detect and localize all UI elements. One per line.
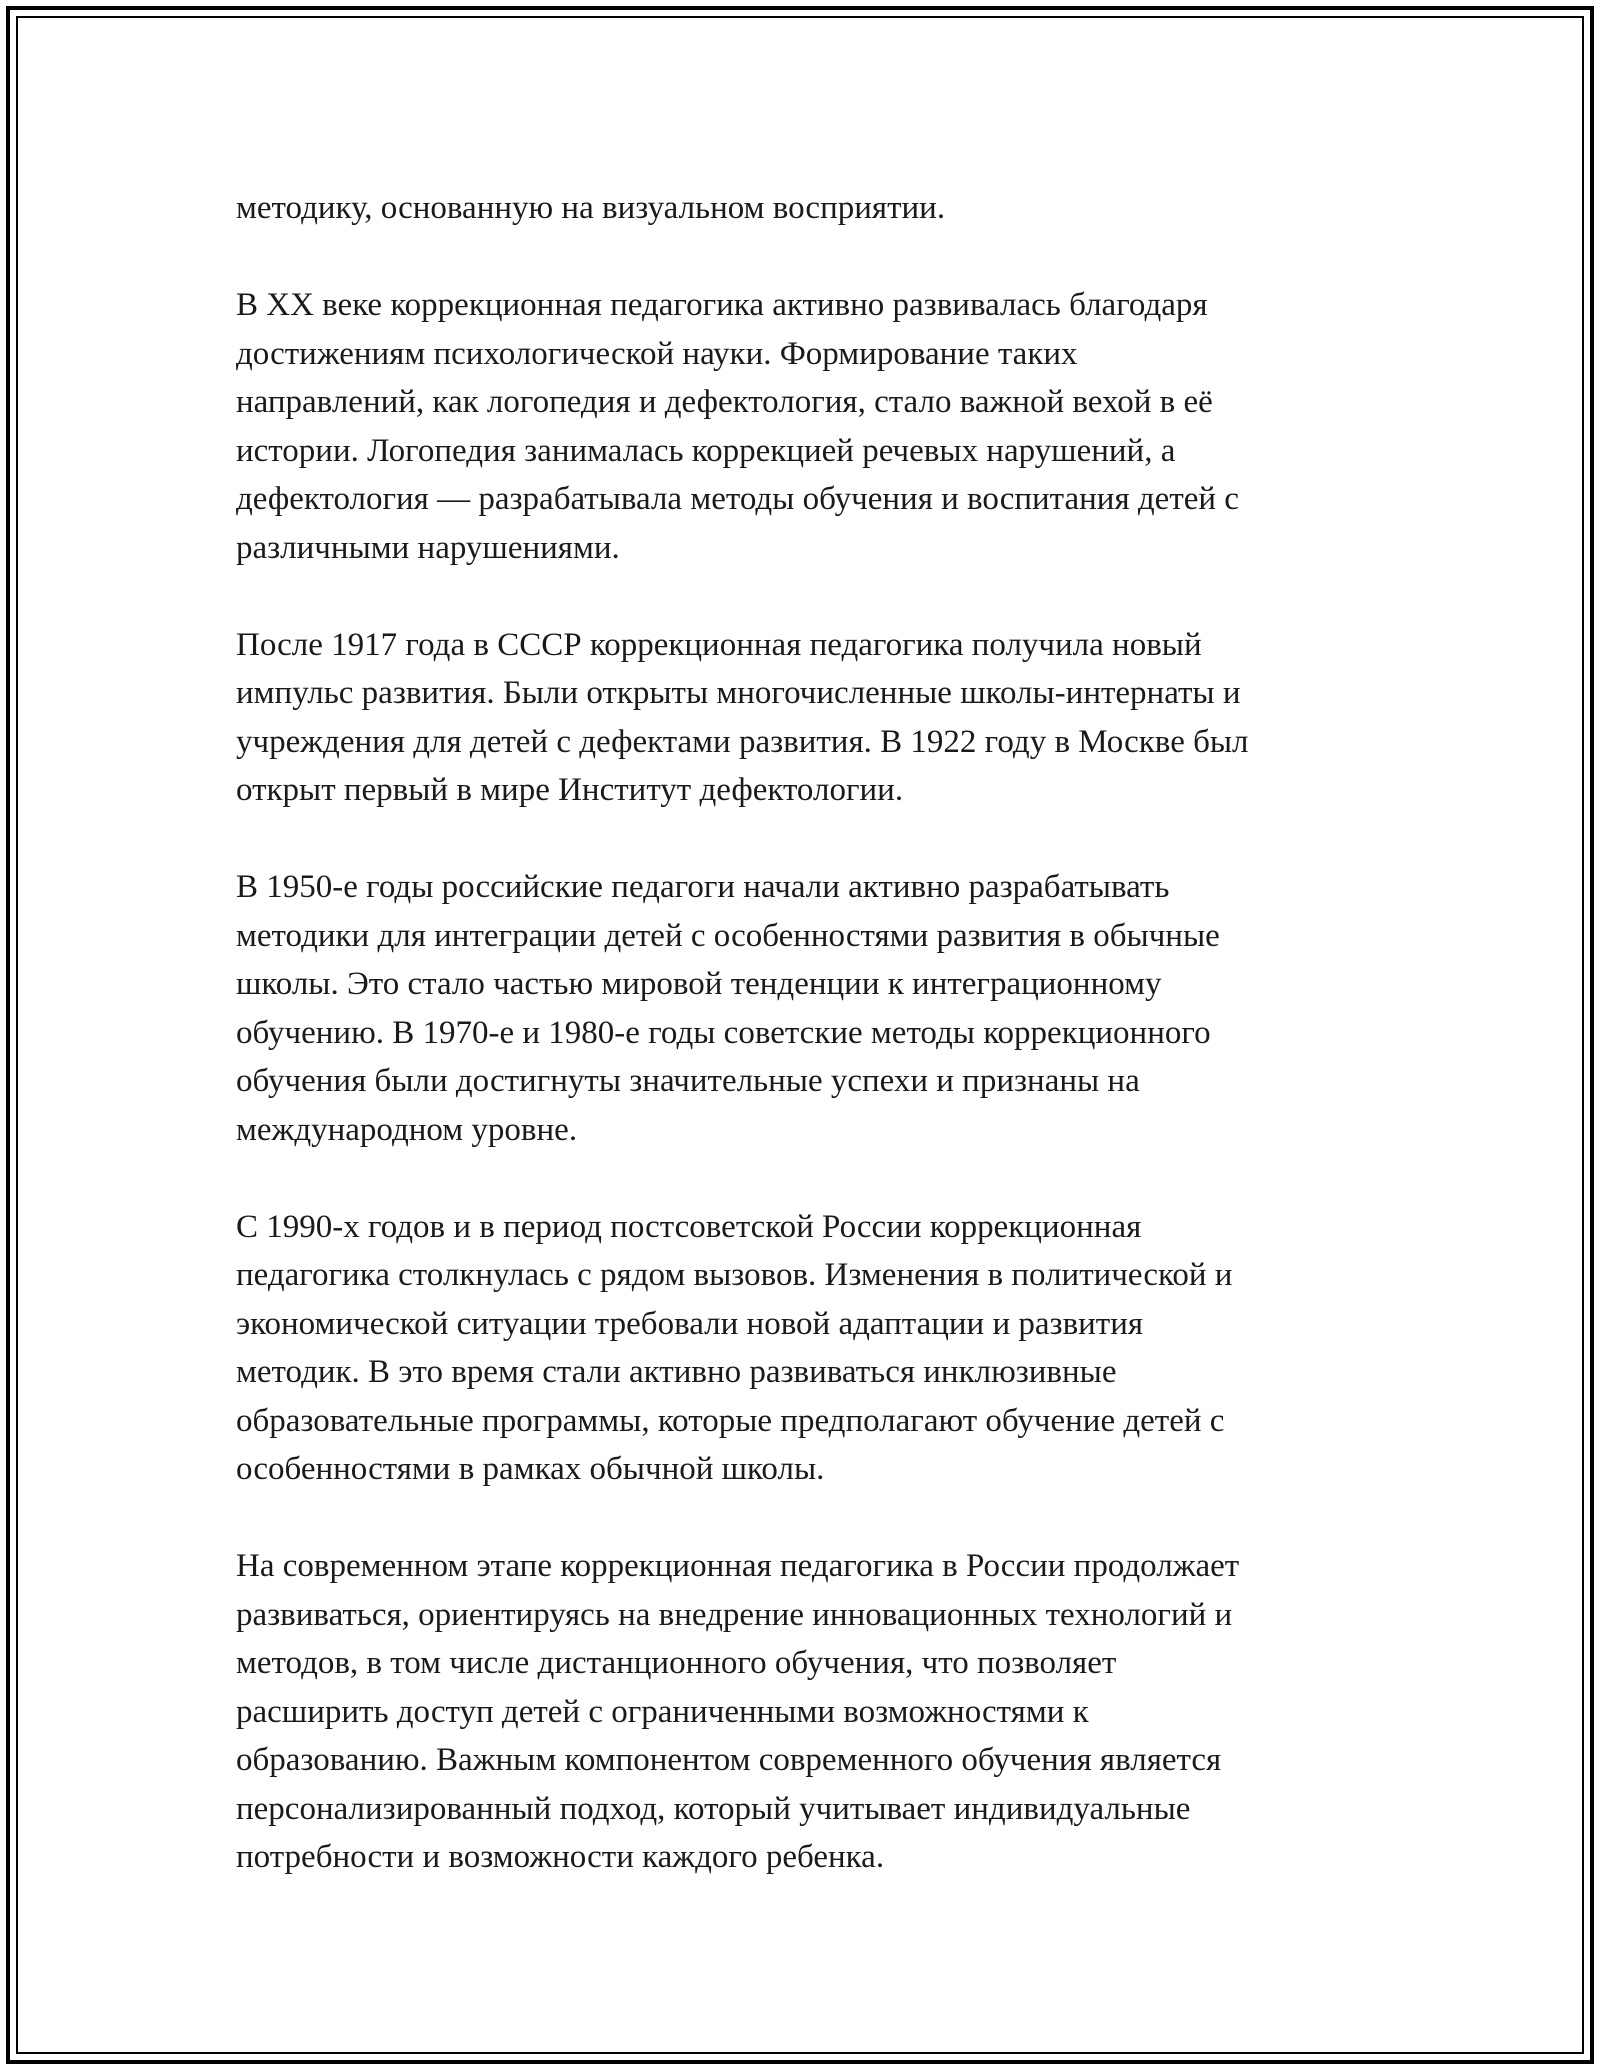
paragraph <box>236 621 1396 815</box>
paragraph <box>236 1542 1396 1882</box>
text-line: учреждения для детей с дефектами развития. В 1922 году в Москве был <box>236 723 1249 760</box>
text-line: экономической ситуации требовали новой адаптации и развития <box>236 1305 1144 1342</box>
text-line: персонализированный подход, который учитывает индивидуальные <box>236 1790 1191 1827</box>
text-line: обучению. В 1970-е и 1980-е годы советские методы коррекционного <box>236 1014 1211 1051</box>
text-line: образовательные программы, которые предполагают обучение детей с <box>236 1402 1225 1439</box>
text-line: методик. В это время стали активно развиваться инклюзивные <box>236 1354 1117 1390</box>
text-line: достижениям психологической науки. Формирование таких <box>236 335 1078 372</box>
text-line: В 1950-е годы российские педагоги начали активно разрабатывать <box>236 869 1170 905</box>
text-line: В XX веке коррекционная педагогика активно развивалась благодаря <box>236 287 1208 323</box>
text-line: методику, основанную на визуальном восприятии. <box>236 190 946 226</box>
paragraph <box>236 863 1396 1154</box>
text-line: открыт первый в мире Институт дефектологии. <box>236 772 904 808</box>
text-line: импульс развития. Были открыты многочисленные школы-интернаты и <box>236 675 1241 711</box>
text-line: школы. Это стало частью мировой тенденции к интеграционному <box>236 966 1162 1002</box>
text-line: международном уровне. <box>236 1111 578 1148</box>
text-line: различными нарушениями. <box>236 529 620 566</box>
paragraph <box>236 1203 1396 1494</box>
text-line: истории. Логопедия занималась коррекцией речевых нарушений, а <box>236 432 1176 469</box>
text-line: образованию. Важным компонентом современного обучения является <box>236 1742 1222 1778</box>
text-line: расширить доступ детей с ограниченными возможностями к <box>236 1693 1089 1730</box>
text-line: методики для интеграции детей с особенностями развития в обычные <box>236 917 1220 954</box>
text-line: развиваться, ориентируясь на внедрение инновационных технологий и <box>236 1596 1233 1633</box>
text-line: особенностями в рамках обычной школы. <box>236 1451 825 1487</box>
text-line: направлений, как логопедия и дефектология, стало важной вехой в её <box>236 384 1213 420</box>
text-line: обучения были достигнуты значительные успехи и признаны на <box>236 1063 1140 1099</box>
text-line: потребности и возможности каждого ребенка. <box>236 1839 885 1875</box>
text-line: На современном этапе коррекционная педагогика в России продолжает <box>236 1548 1240 1584</box>
text-line: методов, в том числе дистанционного обучения, что позволяет <box>236 1645 1117 1681</box>
text-line: дефектология — разрабатывала методы обучения и воспитания детей с <box>236 481 1239 517</box>
text-line: педагогика столкнулась с рядом вызовов. Изменения в политической и <box>236 1257 1233 1293</box>
paragraph <box>236 281 1396 572</box>
text-line: С 1990-х годов и в период постсоветской России коррекционная <box>236 1208 1142 1245</box>
text-line: После 1917 года в СССР коррекционная педагогика получила новый <box>236 626 1202 663</box>
document-body <box>236 184 1396 1930</box>
paragraph <box>236 184 1396 233</box>
